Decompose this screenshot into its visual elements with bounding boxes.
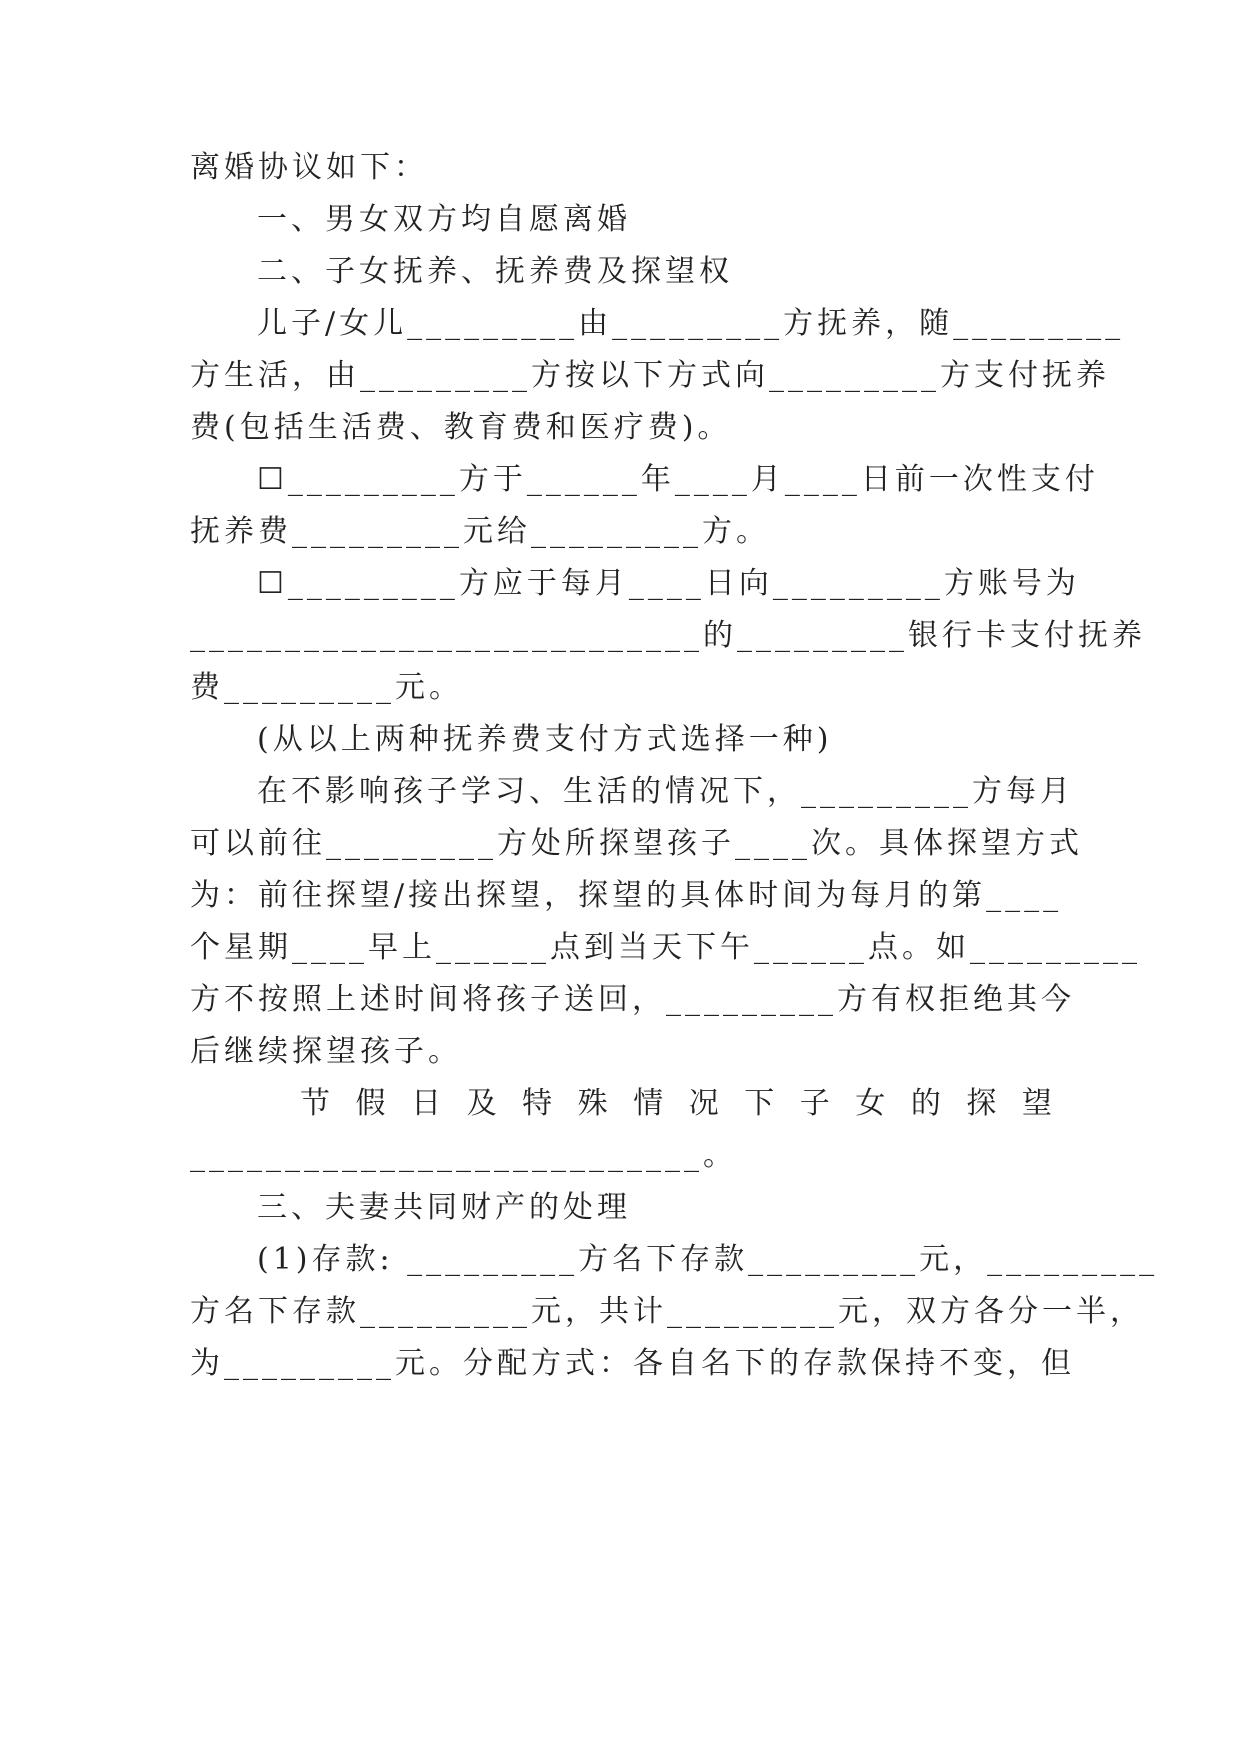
spread-char: 况 (688, 1086, 719, 1121)
spread-char: 女 (855, 1086, 886, 1121)
text-line: ☐_________方于______年____月____日前一次性支付 (257, 462, 1099, 497)
text-line: ___________________________。 (190, 1138, 737, 1173)
text-line: 为：前往探望/接出探望，探望的具体时间为每月的第____ (190, 878, 1063, 913)
text-line: 方名下存款_________元，共计_________元，双方各分一半， (190, 1294, 1144, 1329)
spread-char: 殊 (577, 1086, 608, 1121)
section-heading: 三、夫妻共同财产的处理 (257, 1190, 631, 1225)
text-line: 抚养费_________元给_________方。 (190, 514, 770, 549)
spread-char: 特 (522, 1086, 553, 1121)
text-line: 费_________元。 (190, 670, 463, 705)
text-line: 在不影响孩子学习、生活的情况下，_________方每月 (257, 774, 1074, 809)
text-line: 离婚协议如下： (190, 150, 428, 185)
text-line: 一、男女双方均自愿离婚 (257, 202, 631, 237)
spread-char: 及 (466, 1086, 497, 1121)
text-line: 可以前往_________方处所探望孩子____次。具体探望方式 (190, 826, 1083, 861)
text-line: 费(包括生活费、教育费和医疗费)。 (190, 410, 732, 445)
text-line: 为_________元。分配方式：各自名下的存款保持不变，但 (190, 1346, 1075, 1381)
spread-char: 日 (411, 1086, 442, 1121)
text-line: (从以上两种抚养费支付方式选择一种) (257, 722, 833, 757)
spread-char: 假 (355, 1086, 386, 1121)
text-line: 方不按照上述时间将孩子送回，_________方有权拒绝其今 (190, 982, 1075, 1017)
spread-char: 情 (633, 1086, 664, 1121)
spread-char: 探 (966, 1086, 997, 1121)
text-line: (1)存款: _________方名下存款_________元，_________ (257, 1242, 1159, 1277)
text-line-spread (300, 1084, 1052, 1124)
spread-char: 望 (1021, 1086, 1052, 1121)
text-line: 方生活，由_________方按以下方式向_________方支付抚养 (190, 358, 1110, 393)
spread-char: 的 (910, 1086, 941, 1121)
spread-char: 下 (744, 1086, 775, 1121)
text-line: 二、子女抚养、抚养费及探望权 (257, 254, 733, 289)
spread-char: 节 (300, 1086, 330, 1121)
spread-char: 子 (799, 1086, 830, 1121)
text-line: 儿子/女儿_________由_________方抚养，随_________ (257, 306, 1125, 341)
text-line: ☐_________方应于每月____日向_________方账号为 (257, 566, 1080, 601)
text-line: ___________________________的_________银行卡支付抚养 (190, 618, 1146, 653)
text-line: 后继续探望孩子。 (190, 1034, 462, 1069)
text-line: 个星期____早上______点到当天下午______点。如_________ (190, 930, 1141, 965)
